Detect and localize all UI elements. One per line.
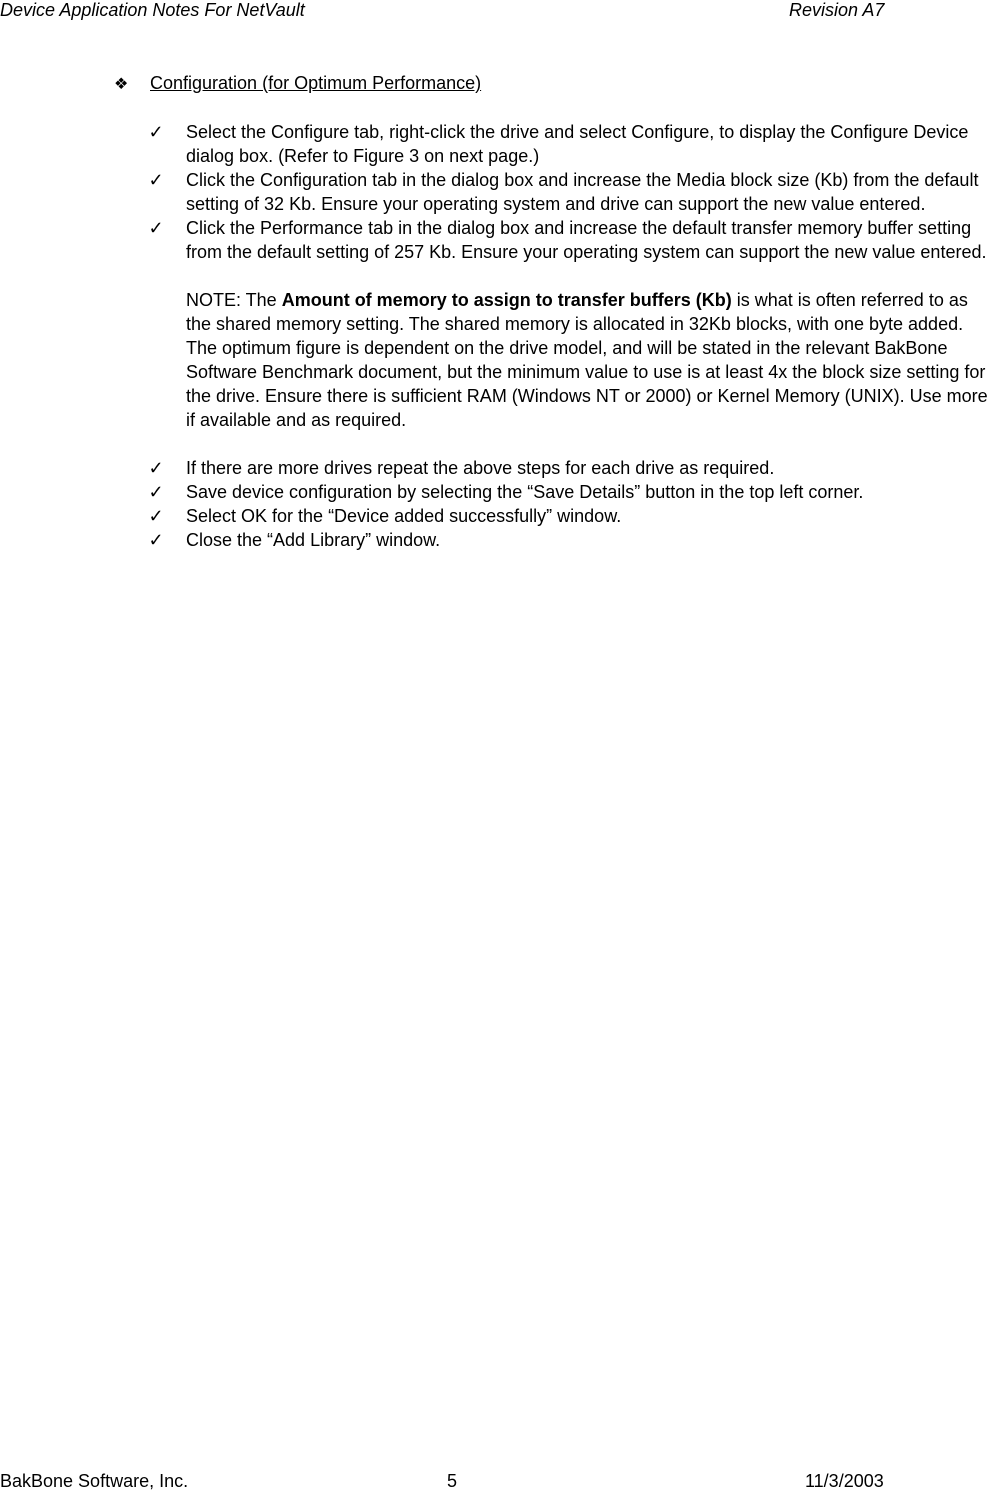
list-item-text: Close the “Add Library” window.	[186, 530, 441, 550]
list-item-text: Select OK for the “Device added successfully” window.	[186, 506, 622, 526]
list-item-text: Click the Configuration tab in the dialog box and increase the Media block size (Kb) from the default setting of 32 Kb. Ensure your operating system and drive can support the new value entered.	[186, 170, 979, 214]
list-item	[146, 480, 989, 504]
note-paragraph	[146, 288, 989, 432]
section-title: Configuration (for Optimum Performance)	[150, 73, 482, 93]
list-item-text: If there are more drives repeat the above steps for each drive as required.	[186, 458, 775, 478]
list-item-text: Select the Configure tab, right-click the drive and select Configure, to display the Configure Device dialog box. (Refer to Figure 3 on next page.)	[186, 122, 969, 166]
diamond-bullet-icon: ❖	[114, 76, 129, 93]
checkmark-icon: ✓	[148, 170, 164, 190]
checkmark-icon: ✓	[148, 506, 164, 526]
footer-company: BakBone Software, Inc.	[0, 1471, 189, 1491]
header-revision: Revision A7	[789, 0, 885, 20]
list-item	[146, 120, 989, 168]
list-item	[146, 456, 989, 480]
footer-page-number: 5	[447, 1471, 458, 1491]
list-item-text: Click the Performance tab in the dialog box and increase the default transfer memory buffer setting from the default setting of 257 Kb. Ensure your operating system can support the new value entered.	[186, 218, 987, 262]
checkmark-icon: ✓	[148, 218, 164, 238]
section-heading	[114, 72, 481, 96]
list-item-text: Save device configuration by selecting the “Save Details” button in the top left corner.	[186, 482, 864, 502]
checkmark-icon: ✓	[148, 482, 164, 502]
checkmark-icon: ✓	[148, 122, 164, 142]
list-item	[146, 528, 989, 552]
checkmark-icon: ✓	[148, 458, 164, 478]
header-title: Device Application Notes For NetVault	[0, 0, 305, 20]
footer-date: 11/3/2003	[805, 1471, 884, 1491]
list-item	[146, 216, 989, 264]
checkmark-icon: ✓	[148, 530, 164, 550]
note-prefix: NOTE: The	[186, 290, 282, 310]
list-item	[146, 504, 989, 528]
list-item	[146, 168, 989, 216]
note-bold-term: Amount of memory to assign to transfer buffers (Kb)	[281, 290, 732, 310]
instruction-list	[146, 120, 989, 552]
note-body: is what is often referred to as the shared memory setting. The shared memory is allocated in 32Kb blocks, with one byte added. The optimum figure is dependent on the drive model, and will be stated in the relevant BakBone Software Benchmark document, but the minimum value to use is at least 4x the block size setting for the drive. Ensure there is sufficient RAM (Windows NT or 2000) or Kernel Memory (UNIX). Use more if available and as required.	[186, 290, 988, 430]
